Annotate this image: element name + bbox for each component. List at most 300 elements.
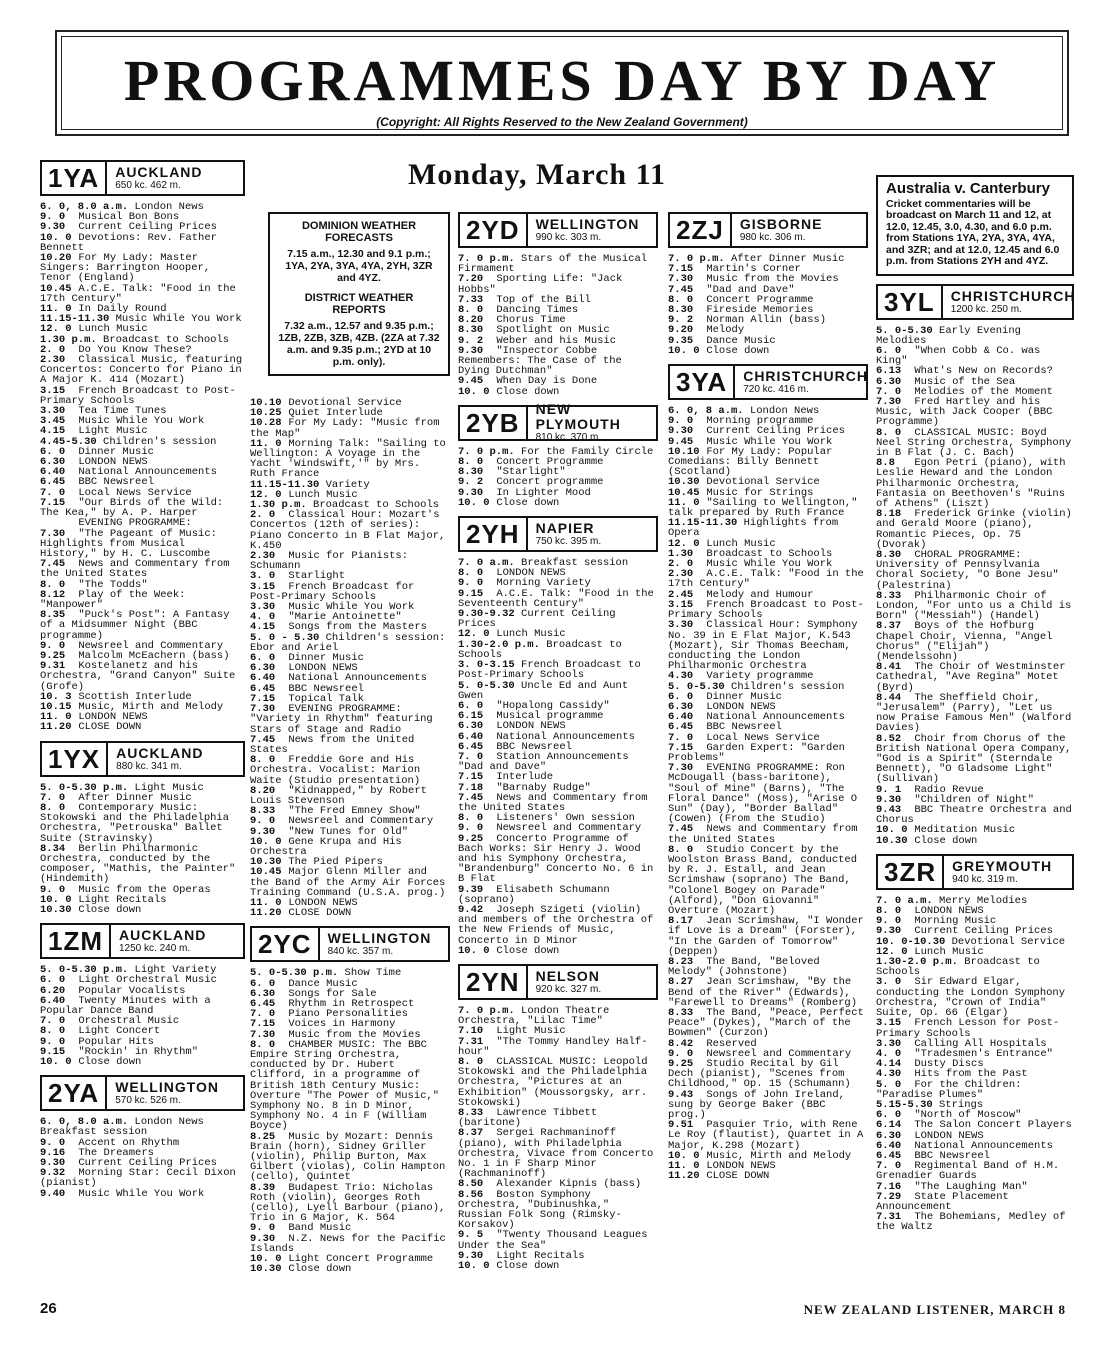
programme-time: 8. 0 xyxy=(458,567,484,580)
programme-line xyxy=(668,763,868,824)
programme-time: 9. 0 xyxy=(250,1222,276,1235)
programme-time: 9.35 xyxy=(668,334,694,347)
programme-line xyxy=(40,844,245,885)
programme-desc: Studio Concert by the Woolston Brass Band, conducted by R. J. Estall, and Jean Scrimshaw (soprano) The Band, "Colonel Bogey on Parade" (Alford), "Don Giovanni" Overture (Mozart) xyxy=(668,843,858,917)
programme-time: 10. 0 xyxy=(458,1260,490,1273)
programme-desc: Tea Time Tunes xyxy=(78,405,167,418)
programme-desc: Dance Music xyxy=(706,334,776,347)
programme-time: 3.15 xyxy=(250,580,276,593)
programme-time: 10.45 xyxy=(250,866,282,879)
programme-line xyxy=(668,845,868,916)
programme-desc: Freddie Gore and His Orchestra. Vocalist: Marion Waite (Studio presentation) xyxy=(250,754,421,787)
programme-time: 7.30 xyxy=(876,395,902,408)
programme-desc: News and Commentary from the United States xyxy=(40,558,230,581)
programme-time: 10. 0 xyxy=(458,944,490,957)
programme-time: 8.33 xyxy=(876,589,902,602)
programme-desc: The Band, "Beloved Melody" (Johnstone) xyxy=(668,956,820,979)
programme-line xyxy=(250,786,450,806)
programme-time: 7.31 xyxy=(458,1035,484,1048)
programme-line xyxy=(40,355,245,386)
programme-desc: Light Music xyxy=(496,1025,566,1038)
station-2ya-continued xyxy=(250,398,450,918)
programme-desc: Broadcast to Schools xyxy=(706,547,833,560)
programme-line xyxy=(40,1057,245,1067)
day-title: Monday, March 11 xyxy=(408,158,666,191)
programme-desc: LONDON NEWS xyxy=(914,1129,984,1142)
programme-line xyxy=(668,1120,868,1151)
programme-desc: "When Cobb & Co. was King" xyxy=(876,344,1041,368)
station-city: NAPIER xyxy=(535,520,595,537)
programme-line xyxy=(40,905,245,915)
programme-desc: Variety programme xyxy=(706,670,814,683)
programme-time: 7.15 xyxy=(458,771,484,784)
programme-desc: Newsreel and Commentary xyxy=(706,1047,852,1060)
programme-line xyxy=(40,1189,245,1199)
programme-time: 9.30 xyxy=(250,825,276,838)
programme-desc: EVENING PROGRAMME: "Variety in Rhythm" featuring Stars of Stage and Radio xyxy=(250,703,433,736)
station-logo xyxy=(458,212,658,248)
programme-time: 10.20 xyxy=(40,252,72,265)
programme-desc: Breakfast session xyxy=(521,557,629,570)
programme-desc: Martin's Corner xyxy=(706,263,801,276)
copyright-note: (Copyright: All Rights Reserved to the New Zealand Government) xyxy=(376,115,748,129)
programme-time: 11.15-11.30 xyxy=(40,313,110,326)
programme-desc: Listeners' Own session xyxy=(496,812,635,825)
programme-time: 8.37 xyxy=(876,620,902,633)
station-frequency: 810 kc. 370 m. xyxy=(535,432,602,444)
programme-time: 10.28 xyxy=(250,417,282,430)
programme-desc: A.C.E. Talk: "Food in the 17th Century" xyxy=(668,568,864,591)
programme-desc: CLASSICAL MUSIC: Boyd Neel String Orchestra, Symphony in B Flat (J. C. Bach) xyxy=(876,426,1072,459)
column-5 xyxy=(876,175,1074,1241)
programme-desc: Music by Mozart: Dennis Brain (horn), Sidney Griller (violin), Philip Burton, Max Gilbert (violas), Colin Hampton (cello), Quintet xyxy=(250,1130,446,1184)
programme-time: 3.30 xyxy=(40,405,66,418)
programme-line xyxy=(876,397,1074,428)
programme-desc: Songs from the Masters xyxy=(288,621,427,634)
programme-desc: Devotions: Rev. Father Bennett xyxy=(40,231,217,254)
programme-desc: Light Recitals xyxy=(78,893,167,906)
programme-time: 10. 0 xyxy=(876,824,908,837)
station-logo xyxy=(876,284,1074,320)
programme-desc: Music While You Work xyxy=(78,1187,205,1200)
station-city: GREYMOUTH xyxy=(952,857,1053,874)
programme-time: 7.30 xyxy=(40,527,66,540)
programme-time: 8.37 xyxy=(458,1127,484,1140)
programme-desc: Gene Krupa and His Orchestra xyxy=(250,835,402,858)
station-logo xyxy=(40,1075,245,1111)
programme-time: 10. 0 xyxy=(668,1149,700,1162)
programme-line xyxy=(250,908,450,918)
station-logo xyxy=(250,926,450,962)
programme-time: 5. 0-5.30 xyxy=(668,680,725,693)
programme-desc: "The Todds" xyxy=(78,578,148,591)
programme-time: 5. 0-5.30 xyxy=(458,679,515,692)
programme-time: 9.25 xyxy=(458,832,484,845)
programme-line xyxy=(458,640,658,660)
programme-time: 9. 1 xyxy=(876,783,902,796)
programme-desc: Philharmonic Choir of London, "For unto us a Child is Born" ("Messiah") (Handel) xyxy=(876,589,1072,623)
programme-line xyxy=(458,254,658,274)
programme-line xyxy=(458,905,658,946)
programme-line xyxy=(458,946,658,956)
programme-desc: Local News Service xyxy=(78,486,192,499)
programme-desc: Current Ceiling Prices xyxy=(78,1157,217,1170)
programme-desc: National Announcements xyxy=(288,672,427,685)
programme-time: 6.40 xyxy=(40,994,66,1007)
programme-line xyxy=(668,600,868,620)
programme-time: 9. 0 xyxy=(250,815,276,828)
programme-line xyxy=(876,1192,1074,1212)
programme-line xyxy=(458,387,658,397)
programme-desc: Concert programme xyxy=(496,476,604,489)
programme-time: 5. 0-5.30 p.m. xyxy=(40,964,129,977)
programme-desc: Devotional Service xyxy=(706,476,820,489)
programme-desc: Light Concert Programme xyxy=(288,1253,434,1266)
programme-desc: Light Concert xyxy=(78,1025,161,1038)
programme-time: 6.40 xyxy=(458,730,484,743)
station-city: WELLINGTON xyxy=(535,216,640,232)
programme-line xyxy=(40,284,245,304)
weather-text-1: 7.15 a.m., 12.30 and 9.1 p.m.; 1YA, 2YA, 3YA, 4YA, 2YH, 3ZR and 4YZ. xyxy=(285,248,433,284)
weather-title-2: DISTRICT WEATHER REPORTS xyxy=(304,292,414,316)
programme-line xyxy=(668,315,868,325)
programme-time: 9.30 xyxy=(40,221,66,234)
programme-time: 7.15 xyxy=(668,263,694,276)
programme-time: 3. 0 xyxy=(876,976,902,989)
programme-desc: Play of the Week: "Manpower" xyxy=(40,588,186,611)
programme-time: 9.45 xyxy=(668,435,694,448)
programme-desc: National Announcements xyxy=(914,1139,1053,1152)
station-city: CHRISTCHURCH xyxy=(743,368,868,385)
programme-line xyxy=(40,661,245,692)
programme-time: 7. 0 p.m. xyxy=(458,445,515,458)
programme-time: 9.15 xyxy=(458,587,484,600)
programme-time: 12. 0 xyxy=(40,323,72,336)
programme-time: 9.30 xyxy=(458,1249,484,1262)
page-number: 26 xyxy=(40,1300,57,1317)
programme-time: 11. 0 xyxy=(668,496,700,509)
programme-desc: Broadcast to Schools xyxy=(876,956,1040,979)
programme-desc: Variety xyxy=(325,478,370,491)
programme-time: 6.30 xyxy=(250,662,276,675)
programme-desc: Berlin Philharmonic Orchestra, conducted by the composer, "Mathis, the Painter" (Hindemith) xyxy=(40,842,236,886)
programme-time: 10.15 xyxy=(40,700,72,713)
programme-desc: LONDON NEWS xyxy=(706,700,776,713)
programme-desc: Musical Bon Bons xyxy=(78,211,180,224)
programme-time: 7.15 xyxy=(250,1018,276,1031)
station-frequency: 720 kc. 416 m. xyxy=(743,384,809,396)
programme-line xyxy=(458,793,658,813)
programme-time: 6.45 xyxy=(458,740,484,753)
programme-desc: Popular Hits xyxy=(78,1035,154,1048)
programme-time: 11. 0 xyxy=(40,711,72,724)
programme-time: 7.30 xyxy=(250,703,276,716)
programme-time: 7.45 xyxy=(458,791,484,804)
programme-desc: Dusty Discs xyxy=(914,1058,984,1071)
programme-time: 1.30-2.0 p.m. xyxy=(876,956,958,969)
programme-desc: Broadcast to Schools xyxy=(458,638,622,661)
programme-desc: Music from the Movies xyxy=(706,273,839,286)
programme-time: 6. 0, 8.0 a.m. xyxy=(40,201,129,213)
programme-desc: Children's session: Ebor and Ariel xyxy=(250,631,446,654)
programme-line xyxy=(458,1108,658,1128)
programme-time: 10.45 xyxy=(40,282,72,295)
programme-time: 10. 0-10.30 xyxy=(876,935,946,948)
programme-time: 8. 0 xyxy=(250,754,276,767)
programme-time: 10.30 xyxy=(40,904,72,916)
programme-desc: Music While You Work xyxy=(78,415,205,428)
programme-line xyxy=(458,1261,658,1271)
programme-desc: In Lighter Mood xyxy=(496,486,591,499)
programme-desc: Songs of John Ireland, sung by George Baker (BBC prog.) xyxy=(668,1088,845,1122)
programme-time: 7.16 xyxy=(876,1180,902,1193)
programme-time: 7.29 xyxy=(876,1190,902,1203)
programme-desc: CHORAL PROGRAMME: University of Pennsylvania Choral Society, "O Bone Jesu" (Palestrina) xyxy=(876,548,1059,592)
programme-desc: Jean Scrimshaw, "I Wonder if Love is a Dream" (Forster), "In the Garden of Tomorrow" (Deppen) xyxy=(668,915,864,958)
programme-line xyxy=(458,498,658,508)
programme-desc: "New Tunes for Old" xyxy=(288,825,409,838)
programme-time: 9. 0 xyxy=(40,1136,66,1149)
programme-line xyxy=(458,660,658,680)
programme-line xyxy=(876,346,1074,366)
column-2 xyxy=(250,212,450,1282)
programme-time: 11. 0 xyxy=(668,1160,700,1173)
programme-desc: Station Announcements "Dad and Dave" xyxy=(458,750,629,774)
programme-line xyxy=(250,1040,450,1132)
station-logo xyxy=(458,516,658,552)
programme-desc: State Placement Announcement xyxy=(876,1190,1009,1213)
station-call-sign: 2YD xyxy=(460,214,528,246)
programme-desc: Frederick Grinke (violin) and Gerald Moore (piano), Romantic Pieces, Op. 75 (Dvorak) xyxy=(876,508,1072,551)
programme-time: 7.45 xyxy=(668,823,694,836)
programme-time: 9. 2 xyxy=(668,314,694,327)
programme-line xyxy=(250,867,450,898)
programme-line xyxy=(876,1161,1074,1181)
programme-desc: Musical programme xyxy=(496,710,604,723)
programme-line xyxy=(876,693,1074,734)
station-logo xyxy=(40,741,245,777)
programme-time: 12. 0 xyxy=(668,537,700,550)
header-inner-border xyxy=(61,36,1063,130)
programme-time: 8. 0 xyxy=(40,801,66,814)
programme-line xyxy=(876,957,1074,977)
programme-time: 8. 0 xyxy=(458,456,484,469)
programme-time: 9.30 xyxy=(458,344,484,357)
programme-time: 2.30 xyxy=(668,568,694,581)
programme-time: 9.39 xyxy=(458,883,484,896)
programme-time: 4.45-5.30 xyxy=(40,435,97,448)
programme-time: 10. 0 xyxy=(250,1253,282,1266)
programme-desc: Piano Personalities xyxy=(288,1008,409,1021)
programme-time: 9. 0 xyxy=(40,639,66,652)
programme-desc: Quiet Interlude xyxy=(288,407,383,420)
programme-desc: Music While You Work xyxy=(706,558,833,571)
programme-desc: Classical Hour: Symphony No. 39 in E Flat Major, K.543 (Mozart), Sir Thomas Beecham, conducting the London Philharmonic Orchestra xyxy=(668,619,858,673)
programme-desc: BBC Theatre Orchestra and Chorus xyxy=(876,804,1072,827)
programme-time: 9.40 xyxy=(40,1187,66,1200)
programme-desc: Strings xyxy=(939,1098,984,1111)
programme-desc: "North of Moscow" xyxy=(914,1109,1022,1122)
programme-time: 3.30 xyxy=(250,601,276,614)
programme-desc: Concerto Programme of Bach Works: Sir Henry J. Wood and his Symphony Orchestra, "Brandenburg" Concerto No. 6 in B Flat xyxy=(458,832,654,886)
programme-time: 9. 0 xyxy=(668,415,694,428)
programme-line xyxy=(458,1037,658,1057)
programme-desc: LONDON NEWS xyxy=(496,720,566,733)
programme-time: 7. 0 a.m. xyxy=(458,557,515,570)
programme-time: 6.30 xyxy=(250,987,276,1000)
programme-time: 5.15-5.30 xyxy=(876,1098,933,1111)
station-city: NELSON xyxy=(535,967,600,984)
station-call-sign: 1YA xyxy=(42,162,107,194)
station-city: CHRISTCHURCH xyxy=(950,287,1076,304)
programme-time: 11.15-11.30 xyxy=(250,478,320,491)
programme-line xyxy=(876,977,1074,1018)
station-info xyxy=(528,969,656,995)
station-3zr xyxy=(876,854,1074,1233)
station-frequency: 1250 kc. 240 m. xyxy=(119,943,191,955)
programme-desc: Band Music xyxy=(288,1222,352,1235)
programme-time: 9. 0 xyxy=(458,822,484,835)
programme-time: 1.30 xyxy=(668,547,694,560)
station-3yl xyxy=(876,284,1074,846)
programme-time: 9.30 xyxy=(458,486,484,499)
programme-line xyxy=(250,755,450,786)
programme-time: 9.30 xyxy=(250,1232,276,1245)
programme-line xyxy=(250,418,450,438)
programme-time: 10. 0 xyxy=(40,893,72,906)
programme-line xyxy=(458,885,658,905)
programme-time: 7. 0 p.m. xyxy=(668,253,725,265)
programme-desc: Popular Vocalists xyxy=(78,984,186,997)
programme-line xyxy=(668,346,868,356)
programme-line xyxy=(876,509,1074,550)
programme-time: 3.45 xyxy=(40,415,66,428)
programme-desc: "The Fred Emney Show" xyxy=(288,805,421,818)
programme-desc: "Sailing to Wellington," talk prepared by Ruth France xyxy=(668,496,858,520)
programme-time: 11. 0 xyxy=(40,303,72,316)
programme-desc: Boys of the Hofburg Chapel Choir, Vienna, "Angel Chorus" ("Elijah") (Mendelssohn) xyxy=(876,620,1053,663)
programme-time: 8.44 xyxy=(876,691,902,704)
programme-desc: CLOSE DOWN xyxy=(288,907,352,920)
programme-line xyxy=(40,386,245,406)
programme-line xyxy=(458,346,658,377)
station-logo xyxy=(668,212,868,248)
programme-time: 9.16 xyxy=(40,1146,66,1159)
programme-time: 6. 0 xyxy=(40,974,66,987)
programme-time: 8.56 xyxy=(458,1188,484,1201)
programme-time: 10. 0 xyxy=(250,835,282,848)
programme-desc: Dancing Times xyxy=(496,304,579,317)
programme-desc: Music of the Sea xyxy=(914,375,1016,388)
programme-desc: LONDON NEWS xyxy=(496,567,566,580)
programme-desc: Accent on Rhythm xyxy=(78,1136,180,1149)
programme-time: 8. 0 xyxy=(40,578,66,591)
programme-time: 10.30 xyxy=(250,856,282,869)
programme-line xyxy=(876,1212,1074,1232)
station-logo xyxy=(40,923,245,959)
aus-text: Cricket commentaries will be broadcast on March 11 and 12, at 12.0, 12.45, 3.0, 4.30, and 6.0 p.m. from Stations 1YA, 2YA, 3YA, 4YA, and 3ZR; and at 12.0, 12.45 and 6.0 p.m. from Stations 2YH and 4YZ. xyxy=(886,197,1060,267)
programme-desc: "Twenty Thousand Leagues Under the Sea" xyxy=(458,1229,648,1252)
programme-line xyxy=(458,834,658,885)
programme-desc: Malcolm McEachern (bass) xyxy=(78,649,230,662)
programme-desc: Pasquier Trio, with Rene Le Roy (flautist), Quartet in A Major, K.298 (Mozart) xyxy=(668,1119,864,1152)
programme-desc: Music from the Operas xyxy=(78,883,211,896)
programme-desc: Highlights from Opera xyxy=(668,517,839,540)
programme-time: 8.20 xyxy=(250,784,276,797)
programme-time: 7. 0 xyxy=(250,1008,276,1021)
programme-time: 8.30 xyxy=(668,304,694,317)
station-logo xyxy=(458,401,658,444)
programme-time: 8. 0 xyxy=(876,426,902,439)
programme-time: 6.45 xyxy=(250,682,276,695)
programme-time: 11. 0 xyxy=(250,437,282,450)
programme-time: 5. 0 - 5.30 xyxy=(250,631,320,644)
programme-time: 6.40 xyxy=(40,466,66,479)
footer-masthead: NEW ZEALAND LISTENER, MARCH 8 xyxy=(803,1302,1066,1317)
programme-line xyxy=(876,662,1074,693)
programme-time: 10. 0 xyxy=(458,496,490,509)
programme-desc: Light Orchestral Music xyxy=(78,974,217,987)
programme-desc: "Barnaby Rudge" xyxy=(496,781,591,794)
programme-time: 8. 0 xyxy=(458,1056,484,1068)
programme-line xyxy=(40,722,245,732)
programme-desc: For the Family Circle xyxy=(521,445,654,458)
programme-time: 2.30 xyxy=(250,550,276,563)
station-frequency: 570 kc. 526 m. xyxy=(115,1095,181,1107)
programme-desc: Lunch Music xyxy=(78,323,148,336)
programme-line xyxy=(668,498,868,518)
station-logo xyxy=(458,964,658,1000)
programme-line xyxy=(668,743,868,763)
programme-time: 9. 5 xyxy=(458,1229,484,1242)
programme-line xyxy=(458,609,658,629)
programme-desc: The Band, "Peace, Perfect Peace" (Dykes), "March of the Bowmen" (Curzon) xyxy=(668,1007,864,1040)
programme-desc: Close down xyxy=(496,1260,560,1273)
programme-desc: BBC Newsreel xyxy=(288,682,364,695)
programme-desc: Close down xyxy=(914,834,978,847)
programme-line xyxy=(40,559,245,579)
programme-time: 7.30 xyxy=(668,273,694,286)
programme-time: 10. 3 xyxy=(40,690,72,703)
programme-time: 8. 0 xyxy=(250,1038,276,1051)
column-4 xyxy=(668,212,868,1189)
programme-desc: "Kidnapped," by Robert Louis Stevenson xyxy=(250,784,427,807)
programme-time: 2. 0 xyxy=(250,509,276,522)
programme-time: 6.30 xyxy=(40,456,66,469)
station-call-sign: 2YH xyxy=(460,518,528,550)
programme-desc: French Lesson for Post-Primary Schools xyxy=(876,1017,1060,1040)
programme-desc: Major Glenn Miller and the Band of the Army Air Forces Training Command (U.S.A. prog.) xyxy=(250,866,446,899)
station-call-sign: 2YC xyxy=(252,928,320,960)
weather-title-1: DOMINION WEATHER FORECASTS xyxy=(301,220,417,244)
programme-line xyxy=(876,734,1074,785)
station-frequency: 650 kc. 462 m. xyxy=(115,180,181,191)
programme-desc: CLASSICAL MUSIC: Leopold Stokowski and the Philadelphia Orchestra, "Pictures at an Exhibition" (Moussorgsky, arr. Stokowski) xyxy=(458,1056,648,1109)
programme-time: 7.31 xyxy=(876,1211,902,1224)
programme-time: 7.45 xyxy=(250,733,276,746)
station-city: GISBORNE xyxy=(739,216,823,232)
station-call-sign: 2YN xyxy=(460,966,528,998)
programme-line xyxy=(40,253,245,284)
programme-time: 6. 0 xyxy=(876,1109,902,1122)
programme-time: 8.27 xyxy=(668,976,694,989)
programme-desc: Topical Talk xyxy=(288,692,364,705)
station-frequency: 920 kc. 327 m. xyxy=(535,983,602,995)
programme-time: 9.30 xyxy=(876,925,902,938)
programme-desc: Close down xyxy=(78,1056,142,1069)
programme-time: 7. 0 a.m. xyxy=(876,894,933,907)
programme-desc: "Marie Antoinette" xyxy=(288,611,402,624)
